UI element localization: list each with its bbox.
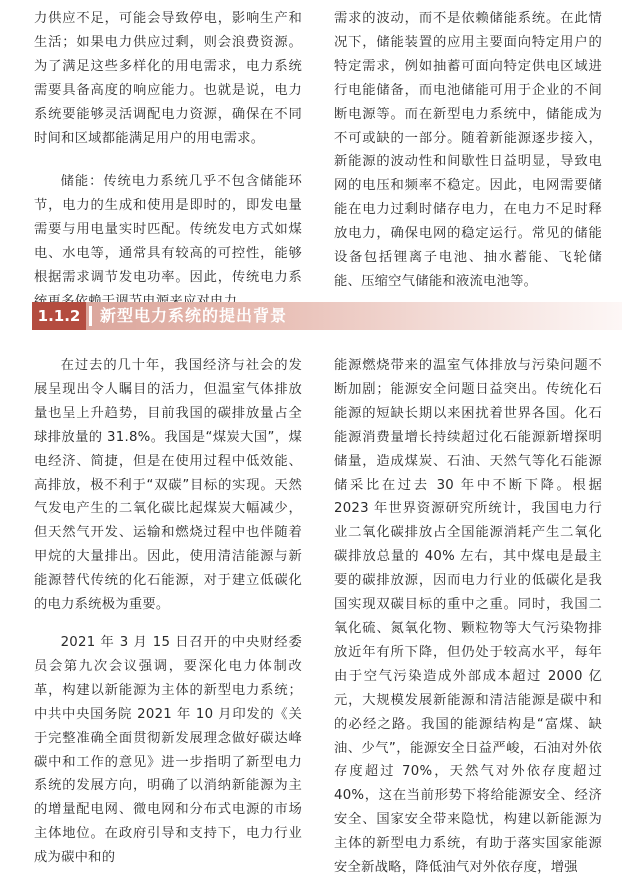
- paragraph-emissions: 在过去的几十年，我国经济与社会的发展呈现出令人瞩目的活力，但温室气体排放量也呈上升趋势，目前我国的碳排放量占全球排放量的 31.8%。我国是“煤炭大国”，煤电经济、简捷，但是在使用过程中低效能、高排放，极不利于“双碳”目标的实现。天然气发电产生的二氧化碳比起煤炭大幅减少，但天然气开发、运输和燃烧过程中也伴随着甲烷的大量排出。因此，使用清洁能源与新能源替代传统的化石能源，对于建立低碳化的电力系统极为重要。: [34, 358, 302, 613]
- bottom-right-column: [334, 354, 602, 880]
- paragraph-storage-continued: 需求的波动，而不是依赖储能系统。在此情况下，储能装置的应用主要面向特定用户的特定需求，例如抽蓄可面向特定供电区域进行电能储备，而电池储能可用于企业的不间断电源等。而在新型电力系统中，储能成为不可或缺的一部分。随着新能源逐步接入，新能源的波动性和间歇性日益明显，导致电网的电压和频率不稳定。因此，电网需要储能在电力过剩时储存电力，在电力不足时释放电力，确保电网的稳定运行。常见的储能设备包括锂离子电池、抽水蓄能、飞轮储能、压缩空气储能和液流电池等。: [334, 11, 602, 289]
- paragraph-power-supply: 力供应不足，可能会导致停电，影响生产和生活；如果电力供应过剩，则会浪费资源。为了满足这些多样化的用电需求，电力系统需要具备高度的响应能力。也就是说，电力系统要能够灵活调配电力资源，确保在不同时间和区域都能满足用户的用电需求。: [34, 11, 302, 146]
- paragraph-energy-security: 能源燃烧带来的温室气体排放与污染问题不断加剧；能源安全问题日益突出。传统化石能源的短缺长期以来困扰着世界各国。化石能源消费量增长持续超过化石能源新增探明储量，造成煤炭、石油、天然气等化石能源储采比在过去 30 年中不断下降。根据 2023 年世界资源研究所统计，我国电力行业二氧化碳排放占全国能源消耗产生二氧化碳排放总量的 40% 左右，其中煤电是最主要的碳排放源，因而电力行业的低碳化是我国实现双碳目标的重中之重。同时，我国二氧化硫、氮氧化物、颗粒物等大气污染物排放近年有所下降，但仍处于较高水平，每年由于空气污染造成外部成本超过 2000 亿元，大规模发展新能源和清洁能源是碳中和的必经之路。我国的能源结构是“富煤、缺油、少气”，能源安全日益严峻，石油对外依存度超过 70%，天然气对外依存度超过 40%，这在当前形势下将给能源安全、经济安全、国家安全带来隐忧，构建以新能源为主体的新型电力系统，有助于落实国家能源安全新战略，降低油气对外依存度，增强: [334, 358, 602, 876]
- paragraph-policy: 2021 年 3 月 15 日召开的中央财经委员会第九次会议强调，要深化电力体制改革，构建以新能源为主体的新型电力系统；中共中央国务院 2021 年 10 月印发的《关于完整准确全面贯彻新发展理念做好碳达峰碳中和工作的意见》进一步指明了新型电力系统的发展方向，明确了以消纳新能源为主的增量配电网、微电网和分布式电源的市场主体地位。在政府引导和支持下，电力行业成为碳中和的: [34, 634, 302, 866]
- top-left-column: [34, 7, 302, 314]
- section-divider: [89, 306, 92, 326]
- section-heading: [32, 302, 622, 330]
- paragraph-storage: 储能：传统电力系统几乎不包含储能环节，电力的生成和使用是即时的，即发电量需要与用电量实时匹配。传统发电方式如煤电、水电等，通常具有较高的可控性，能够根据需求调节发电功率。因此，传统电力系: [34, 174, 302, 286]
- section-title: 新型电力系统的提出背景: [100, 306, 288, 325]
- bottom-left-column: [34, 354, 302, 870]
- section-number: 1.1.2: [32, 302, 86, 330]
- top-right-column: [334, 7, 602, 294]
